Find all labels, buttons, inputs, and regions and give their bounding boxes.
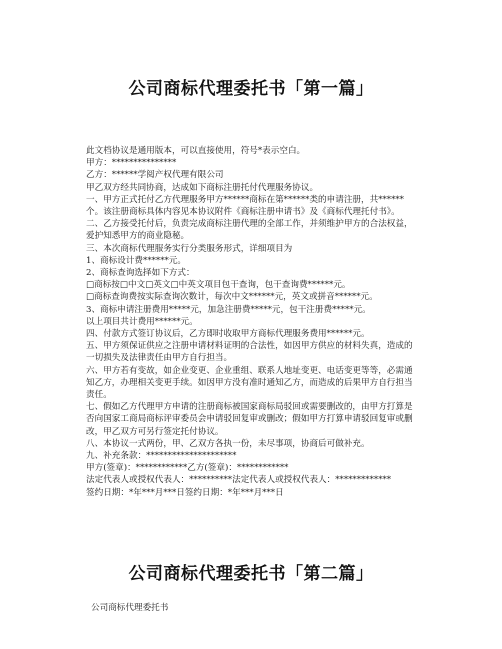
document-title-second: 公司商标代理委托书「第二篇」	[128, 564, 374, 584]
paragraph-party-b: 乙方：******学阅产权代理有限公司	[86, 170, 224, 181]
paragraph-clause-6: 六、甲方若有变故，如企业变更、企业重组、联系人地址变更、电话变更等等，必需通知乙方，办理相关变更手续。如因甲方没有准时通知乙方，而造成的后果甲方自行担当责任。	[86, 365, 413, 401]
paragraph-option-b: □商标查询费按实际查询次数计，每次中文******元，英文或拼音******元。	[86, 292, 378, 303]
paragraph-option-a: □商标按□中文□英文□中英文项目包干查询，包干查询费******元。	[86, 280, 351, 291]
paragraph-party-a: 甲方：***************	[86, 158, 177, 169]
paragraph-total: 以上项目共计费用******元。	[86, 316, 198, 327]
paragraph-clause-4: 四、付款方式签订协议后，乙方即时收取甲方商标代理服务费用******元。	[86, 329, 370, 340]
paragraph-clause-9: 九、补充条款：*********************	[86, 451, 237, 462]
paragraph-clause-7: 七、假如乙方代理甲方申请的注册商标被国家商标局驳回或需要删改的，由甲方打算是否向国家工商局商标评审委员会申请驳回复审或删改；假如甲方打算申请驳回复审或删改，甲乙双方可另行签定托付协议。	[86, 402, 413, 437]
paragraph-representative: 法定代表人或授权代表人：**********法定代表人或授权代表人：*************	[86, 475, 392, 486]
paragraph-item-3: 3、商标申请注册费用*****元，加急注册费*****元，包干注册费*****元。	[86, 304, 371, 315]
document-title-first: 公司商标代理委托书「第一篇」	[128, 79, 374, 99]
paragraph-clause-2: 二、乙方接受托付后，负责完成商标注册代理的全部工作，并须维护甲方的合法权益，爱护知悉甲方的商业隐秘。	[86, 219, 413, 242]
paragraph-sign-date: 签约日期：*年***月***日签约日期：*年***月***日	[86, 487, 284, 498]
paragraph-item-2: 2、商标查询选择如下方式：	[86, 268, 195, 279]
paragraph-intro: 此文档协议是通用版本，可以直接使用，符号*表示空白。	[86, 146, 306, 156]
paragraph-item-1: 1、商标设计费******元。	[86, 255, 186, 266]
document-body	[86, 145, 416, 499]
paragraph-agreement: 甲乙双方经共同协商，达成如下商标注册托付代理服务协议。	[86, 182, 319, 193]
paragraph-signature: 甲方(签章)：************乙方(签章)：************	[86, 463, 289, 474]
paragraph-clause-1: 一、甲方正式托付乙方代理服务甲方******商标在第******类的申请注册，共******个。该注册商标具体内容见本协议附件《商标注册申请书》及《商标代理托付书》。	[86, 194, 404, 218]
paragraph-clause-5: 五、甲方须保证供应之注册申请材料证明的合法性，如因甲方供应的材料失真，造成的一切损失及法律责任由甲方自行担当。	[86, 341, 413, 364]
paragraph-clause-3: 三、本次商标代理服务实行分类服务形式，详细项目为	[86, 243, 293, 254]
document-subheading: 公司商标代理委托书	[91, 603, 169, 613]
paragraph-clause-8: 八、本协议一式两份，甲、乙双方各执一份，未尽事项，协商后可做补充。	[86, 438, 370, 449]
